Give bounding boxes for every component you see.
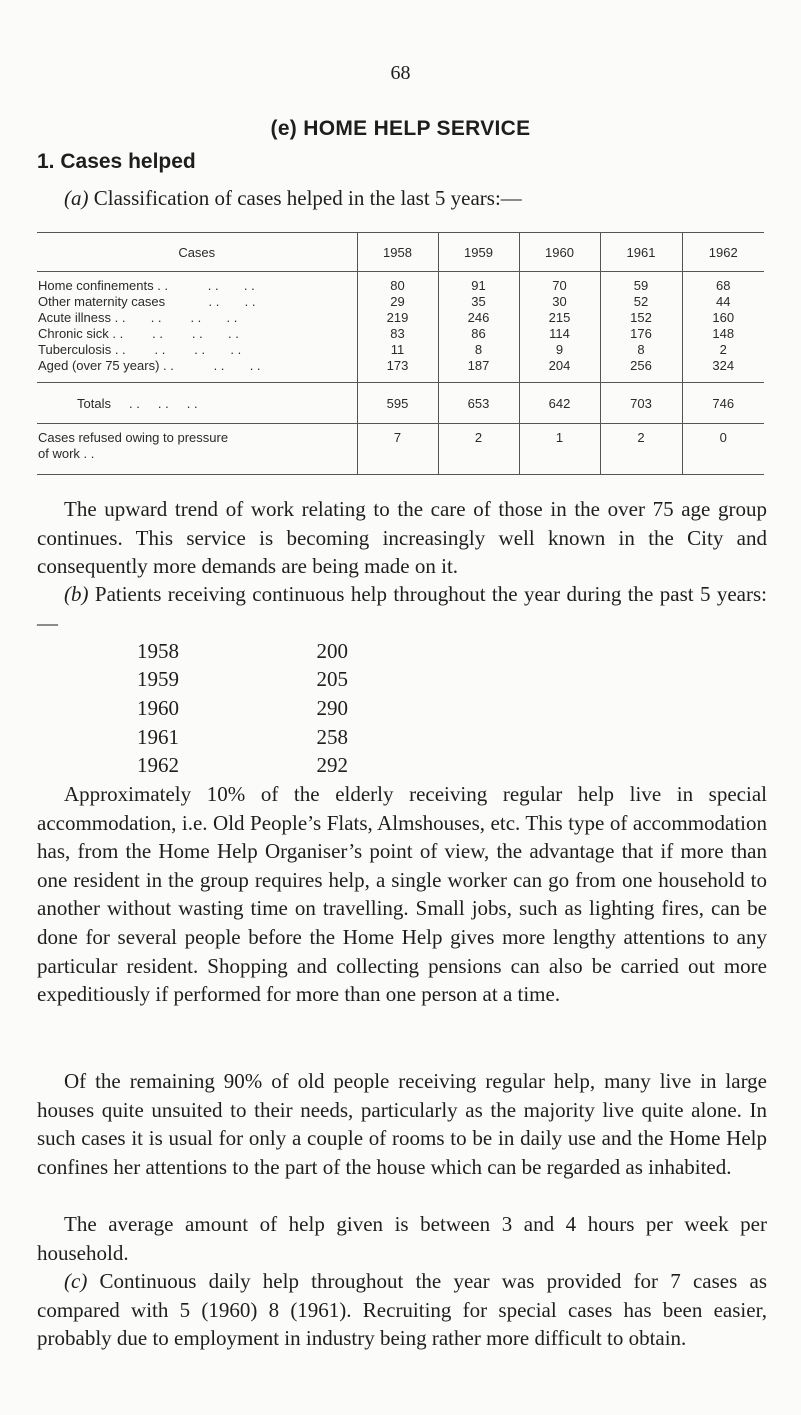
cell: 0 [682, 424, 764, 475]
totals-label: Totals . . . . . . [37, 383, 357, 424]
section-heading: (e) HOME HELP SERVICE [270, 117, 531, 140]
value: 258 [316, 724, 348, 749]
table-row [37, 342, 764, 358]
cell: 160 [682, 310, 764, 326]
cell: 2 [682, 342, 764, 358]
table-row [37, 272, 764, 295]
cell: 173 [357, 358, 438, 383]
refused-label-line1: Cases refused owing to pressure [38, 430, 229, 445]
cell: 324 [682, 358, 764, 383]
paragraph-trend: The upward trend of work relating to the care of those in the over 75 age group continues. This service is becoming increasingly well known in the City and consequently more demands are being made on it. [37, 497, 767, 579]
totals-row [37, 383, 764, 424]
marker-c: (c) [64, 1269, 88, 1293]
list-item [137, 666, 348, 695]
table-row [37, 358, 764, 383]
cell: 7 [357, 424, 438, 475]
value: 200 [316, 638, 348, 663]
cell: 9 [519, 342, 600, 358]
intro-b [37, 580, 767, 637]
cell: 70 [519, 272, 600, 295]
table-row [37, 310, 764, 326]
cell: 246 [438, 310, 519, 326]
header-year: 1959 [438, 233, 519, 272]
cell: 29 [357, 294, 438, 310]
cell: 215 [519, 310, 600, 326]
row-label: Acute illness . . . . . . . . [38, 310, 238, 325]
list-item [137, 751, 348, 780]
cell: 83 [357, 326, 438, 342]
row-label: Home confinements . . . . . . [38, 278, 255, 293]
cell: 91 [438, 272, 519, 295]
cell: 703 [600, 383, 682, 424]
list-item [137, 694, 348, 723]
header-year: 1962 [682, 233, 764, 272]
cell: 68 [682, 272, 764, 295]
continuous-help-table [137, 637, 348, 780]
cell: 114 [519, 326, 600, 342]
cell: 80 [357, 272, 438, 295]
marker-b: (b) [64, 582, 89, 606]
cell: 642 [519, 383, 600, 424]
value: 292 [316, 753, 348, 778]
value: 205 [316, 667, 348, 692]
marker-a: (a) [64, 186, 89, 210]
row-label: Chronic sick . . . . . . . . [38, 326, 239, 341]
cell: 59 [600, 272, 682, 295]
paragraph-c [37, 1267, 767, 1353]
cell: 746 [682, 383, 764, 424]
cell: 176 [600, 326, 682, 342]
year: 1961 [137, 724, 179, 749]
paragraph-special-accommodation: Approximately 10% of the elderly receiving regular help live in special accommodation, i.e. Old People’s Flats, Almshouses, etc. This type of accommodation has, from the Home Help Organiser’s point of view, the advantage that if more than one resident in the group requires help, a single worker can go from one household to another without wasting time on travelling. Small jobs, such as lighting fires, can be done for several people before the Home Help gives more lengthy attentions to any particular resident. Shopping and collecting pensions can also be carried out more expeditiously if performed for more than one person at a time. [37, 782, 767, 1007]
cases-table [37, 232, 764, 475]
paragraph-average: The average amount of help given is between 3 and 4 hours per week per household. [37, 1212, 767, 1265]
refused-label [37, 424, 357, 475]
list-item [137, 637, 348, 666]
cell: 256 [600, 358, 682, 383]
cell: 8 [438, 342, 519, 358]
cell: 86 [438, 326, 519, 342]
paragraph-remaining: Of the remaining 90% of old people receiving regular help, many live in large houses quite unsuited to their needs, particularly as the majority live quite alone. In such cases it is usual for only a couple of rooms to be in daily use and the Home Help confines her attentions to the part of the house which can be regarded as inhabited. [37, 1069, 767, 1179]
cell: 152 [600, 310, 682, 326]
cell: 52 [600, 294, 682, 310]
cell: 44 [682, 294, 764, 310]
intro-a-text: Classification of cases helped in the last 5 years:— [88, 186, 522, 210]
subsection-heading: 1. Cases helped [37, 150, 196, 173]
year: 1959 [137, 667, 179, 692]
intro-a [37, 184, 767, 213]
page-number: 68 [390, 62, 411, 84]
row-label: Other maternity cases . . . . [38, 294, 256, 309]
table-row [37, 326, 764, 342]
cell: 653 [438, 383, 519, 424]
cell: 2 [600, 424, 682, 475]
cell: 1 [519, 424, 600, 475]
row-label: Aged (over 75 years) . . . . . . [38, 358, 261, 373]
intro-b-text: Patients receiving continuous help throughout the year during the past 5 years:— [37, 582, 767, 635]
cell: 2 [438, 424, 519, 475]
cell: 219 [357, 310, 438, 326]
year: 1958 [137, 638, 179, 663]
cell: 204 [519, 358, 600, 383]
cell: 11 [357, 342, 438, 358]
header-cases: Cases [37, 233, 357, 272]
header-year: 1960 [519, 233, 600, 272]
cell: 30 [519, 294, 600, 310]
value: 290 [316, 695, 348, 720]
refused-row [37, 424, 764, 475]
header-year: 1961 [600, 233, 682, 272]
year: 1962 [137, 753, 179, 778]
year: 1960 [137, 695, 179, 720]
paragraph-c-text: Continuous daily help throughout the year was provided for 7 cases as compared with 5 (1960) 8 (1961). Recruiting for special cases has been easier, probably due to employment in industry being rather more difficult to obtain. [37, 1269, 767, 1351]
cell: 148 [682, 326, 764, 342]
row-label: Tuberculosis . . . . . . . . [38, 342, 242, 357]
header-year: 1958 [357, 233, 438, 272]
cell: 8 [600, 342, 682, 358]
cell: 595 [357, 383, 438, 424]
list-item [137, 723, 348, 752]
cell: 35 [438, 294, 519, 310]
table-header-row [37, 233, 764, 272]
cell: 187 [438, 358, 519, 383]
refused-label-line2: of work . . [38, 446, 95, 461]
table-row [37, 294, 764, 310]
